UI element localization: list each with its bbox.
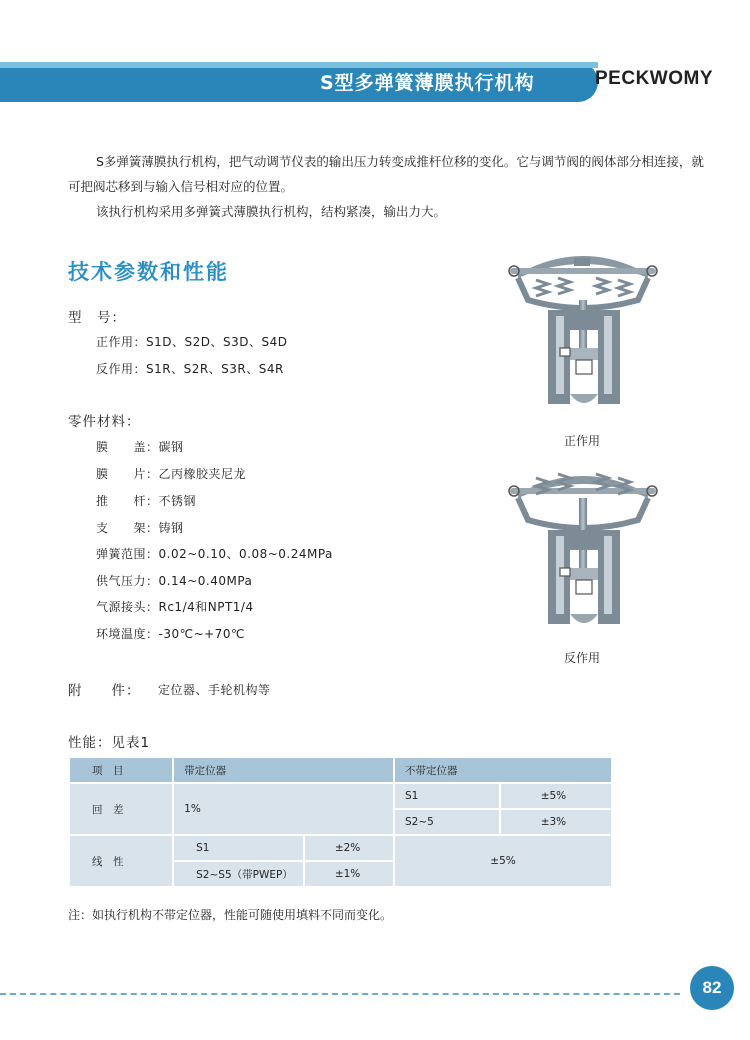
reverse-action-caption: 反作用 — [564, 651, 601, 665]
linearity-name: 线 性 — [69, 835, 173, 887]
table-cell: S1 — [173, 835, 304, 861]
performance-table — [68, 756, 613, 888]
linearity-without: ±5% — [394, 835, 612, 887]
table-header-cell: 不带定位器 — [394, 757, 612, 783]
table-cell: ±2% — [304, 835, 394, 861]
table-cell: S1 — [394, 783, 500, 809]
material-item: 环境温度：-30℃~+70℃ — [96, 627, 245, 641]
direct-action-actuator-diagram — [508, 244, 658, 414]
table-cell: ±5% — [500, 783, 612, 809]
materials-label: 零件材料： — [68, 414, 141, 430]
table-row — [69, 835, 612, 861]
table-cell: ±3% — [500, 809, 612, 835]
hysteresis-name: 回 差 — [69, 783, 173, 835]
performance-label: 性能：见表1 — [68, 735, 151, 751]
material-item: 弹簧范围：0.02~0.10、0.08~0.24MPa — [96, 547, 333, 561]
table-header-cell: 带定位器 — [173, 757, 394, 783]
direct-action-caption: 正作用 — [564, 434, 601, 448]
intro-paragraph-1: S多弹簧薄膜执行机构，把气动调节仪表的输出压力转变成推杆位移的变化。它与调节阀的阀体部分相连接，就可把阀芯移到与输入信号相对应的位置。 — [68, 154, 704, 194]
model-direct: 正作用：S1D、S2D、S3D、S4D — [96, 335, 288, 349]
hysteresis-with-positioner: 1% — [173, 783, 394, 835]
accessory-value: 定位器、手轮机构等 — [158, 683, 271, 697]
table-header-cell: 项 目 — [69, 757, 173, 783]
footnote: 注：如执行机构不带定位器，性能可随使用填料不同而变化。 — [68, 908, 393, 922]
material-item: 气源接头：Rc1/4和NPT1/4 — [96, 600, 254, 614]
model-reverse: 反作用：S1R、S2R、S3R、S4R — [96, 362, 284, 376]
material-item: 膜 片：乙丙橡胶夹尼龙 — [96, 467, 247, 481]
page-number: 82 — [690, 966, 734, 1010]
table-cell: S2~S5（带PWEP） — [173, 861, 304, 887]
model-label: 型 号： — [68, 310, 126, 326]
table-header-row — [69, 757, 612, 783]
footer-dashed-line — [0, 993, 680, 995]
accessory-label: 附 件： — [68, 683, 141, 699]
brand-logo: PECKWOMY — [595, 68, 713, 89]
material-item: 支 架：铸钢 — [96, 521, 184, 535]
reverse-action-actuator-diagram — [508, 464, 658, 634]
page-title: S型多弹簧薄膜执行机构 — [320, 72, 535, 94]
table-cell: ±1% — [304, 861, 394, 887]
intro-text — [68, 149, 708, 224]
material-item: 膜 盖：碳钢 — [96, 440, 184, 454]
section-title: 技术参数和性能 — [68, 260, 229, 284]
intro-paragraph-2: 该执行机构采用多弹簧式薄膜执行机构，结构紧凑，输出力大。 — [96, 204, 447, 219]
table-cell: S2~5 — [394, 809, 500, 835]
material-item: 推 杆：不锈钢 — [96, 494, 197, 508]
material-item: 供气压力：0.14~0.40MPa — [96, 574, 253, 588]
table-row — [69, 783, 612, 809]
